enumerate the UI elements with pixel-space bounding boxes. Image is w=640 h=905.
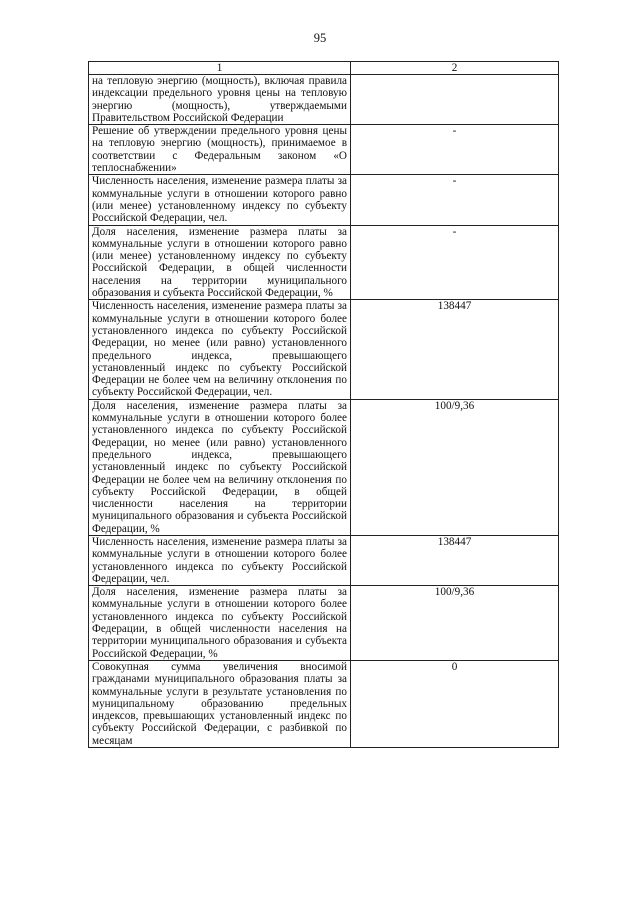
row-value bbox=[351, 75, 559, 125]
table-row bbox=[89, 225, 559, 300]
column-header-1: 1 bbox=[89, 62, 351, 75]
row-value: 138447 bbox=[351, 535, 559, 585]
row-label: Численность населения, изменение размера платы за коммунальные услуги в отношении которого равно (или менее) установленному индексу по субъекту Российской Федерации, чел. bbox=[89, 175, 351, 225]
row-value: - bbox=[351, 175, 559, 225]
data-table bbox=[88, 61, 559, 748]
row-label: Доля населения, изменение размера платы за коммунальные услуги в отношении которого более установленного индекса по субъекту Российской Федерации, но менее (или равно) установленного предельного индекса, превышающего установленный индекс по субъекту Российской Федерации не более чем на величину отклонения по субъекту Российской Федерации, в общей численности населения на территории муниципального образования и субъекта Российской Федерации, % bbox=[89, 399, 351, 535]
table-row bbox=[89, 300, 559, 399]
table-row bbox=[89, 125, 559, 175]
row-label: Решение об утверждении предельного уровня цены на тепловую энергию (мощность), принимаемое в соответствии с Федеральным законом «О теплоснабжении» bbox=[89, 125, 351, 175]
table-row bbox=[89, 75, 559, 125]
row-label: Численность населения, изменение размера платы за коммунальные услуги в отношении которого более установленного индекса по субъекту Российской Федерации, но менее (или равно) установленного предельного индекса, превышающего установленный индекс по субъекту Российской Федерации не более чем на величину отклонения по субъекту Российской Федерации, чел. bbox=[89, 300, 351, 399]
row-label: Численность населения, изменение размера платы за коммунальные услуги в отношении которого более установленного индекса по субъекту Российской Федерации, чел. bbox=[89, 535, 351, 585]
table-row bbox=[89, 586, 559, 661]
row-value: 138447 bbox=[351, 300, 559, 399]
table-row bbox=[89, 535, 559, 585]
row-label: Доля населения, изменение размера платы за коммунальные услуги в отношении которого равно (или менее) установленному индексу по субъекту Российской Федерации, в общей численности населения на территории муниципального образования и субъекта Российской Федерации, % bbox=[89, 225, 351, 300]
row-value: 100/9,36 bbox=[351, 586, 559, 661]
row-label: Доля населения, изменение размера платы за коммунальные услуги в отношении которого более установленного индекса по субъекту Российской Федерации, в общей численности населения на территории муниципального образования и субъекта Российской Федерации, % bbox=[89, 586, 351, 661]
table-row bbox=[89, 660, 559, 747]
row-value: - bbox=[351, 125, 559, 175]
row-label: Совокупная сумма увеличения вносимой гражданами муниципального образования платы за коммунальные услуги в результате установления по муниципальному образованию предельных индексов, превышающих установленный индекс по субъекту Российской Федерации, с разбивкой по месяцам bbox=[89, 660, 351, 747]
row-value: - bbox=[351, 225, 559, 300]
table-row bbox=[89, 175, 559, 225]
table-header-row bbox=[89, 62, 559, 75]
table-row bbox=[89, 399, 559, 535]
row-value: 100/9,36 bbox=[351, 399, 559, 535]
page-number: 95 bbox=[313, 31, 327, 45]
row-label: на тепловую энергию (мощность), включая правила индексации предельного уровня цены на тепловую энергию (мощность), утверждаемыми Правительством Российской Федерации bbox=[89, 75, 351, 125]
column-header-2: 2 bbox=[351, 62, 559, 75]
row-value: 0 bbox=[351, 660, 559, 747]
